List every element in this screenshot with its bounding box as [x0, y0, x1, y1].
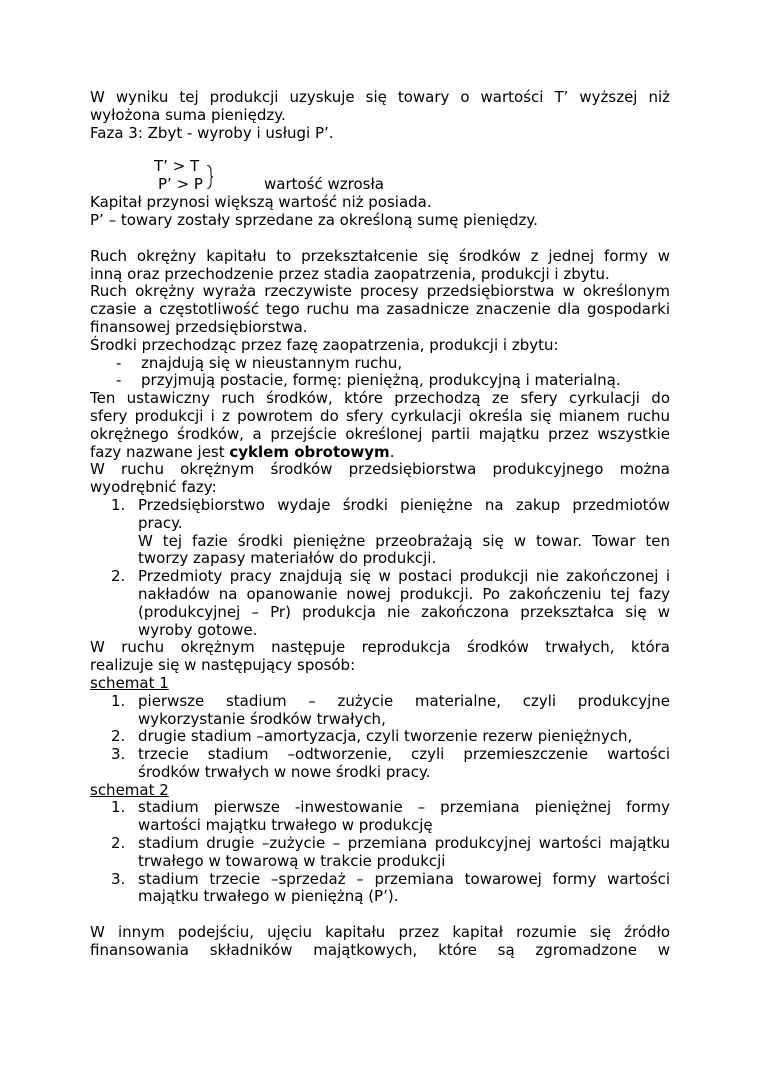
wyraza-line-2: czasie a częstotliwość tego ruchu ma zasadnicze znaczenie dla gospodarki — [90, 300, 670, 319]
list-item-line: W tej fazie środki pieniężne przeobrażają się w towar. Towar ten — [138, 531, 670, 550]
list-number: 2. — [111, 567, 126, 586]
list-item-line: pierwsze stadium – zużycie materialne, czyli produkcyjne — [138, 691, 670, 710]
list-number: 1. — [111, 495, 126, 514]
list-number: 2. — [111, 727, 126, 746]
list-item-line: trwałego w towarową w trakcie produkcji — [138, 851, 446, 870]
list-item — [90, 693, 670, 729]
cykl-line-4-text: fazy nazwane jest — [90, 442, 230, 461]
final-line-1: W innym podejściu, ujęciu kapitału przez kapitał rozumie się źródło — [90, 923, 670, 942]
list-item-line: majątku trwałego w pieniężną (P’). — [138, 887, 399, 906]
phase-3-line: Faza 3: Zbyt - wyroby i usługi P’. — [90, 123, 334, 142]
blank-line — [90, 230, 670, 248]
list-item-line: tworzy zapasy materiałów do produkcji. — [138, 549, 437, 568]
list-item — [90, 497, 670, 568]
reprod-line-2: realizuje się w następujący sposób: — [90, 656, 356, 675]
cykl-line-3: okrężnego środków, a przejście określonej partii majątku przez wszystkie — [90, 424, 670, 443]
list-item-line: stadium trzecie –sprzedaż – przemiana towarowej formy wartości — [138, 869, 670, 888]
document-body — [90, 89, 670, 960]
intro-line-2: wyłożona suma pieniędzy. — [90, 105, 286, 124]
list-item — [90, 728, 670, 746]
cykl-term: cyklem obrotowym — [229, 442, 390, 461]
list-item — [90, 355, 670, 373]
cykl-line-4-end: . — [389, 442, 395, 461]
final-line-2: finansowania składników majątkowych, które są zgromadzone w — [90, 940, 670, 959]
list-item-line: Przedsiębiorstwo wydaje środki pieniężne na zakup przedmiotów — [138, 495, 670, 514]
list-number: 1. — [111, 798, 126, 817]
after-formula-line-2: P’ – towary zostały sprzedane za określoną sumę pieniędzy. — [90, 211, 538, 230]
value-formula — [90, 158, 670, 194]
fazy-line-1: W ruchu okrężnym środków przedsiębiorstwa produkcyjnego można — [90, 460, 670, 479]
cykl-line-2: sfery produkcji i z powrotem do sfery cyrkulacji określa się mianem ruchu — [90, 406, 670, 425]
after-formula-line-1: Kapitał przynosi większą wartość niż posiada. — [90, 193, 432, 212]
list-item-line: pracy. — [138, 513, 183, 532]
list-item — [90, 799, 670, 835]
list-number: 3. — [111, 869, 126, 888]
formula-line-p: P’ > P — [158, 175, 203, 194]
formula-line-t: T’ > T — [154, 157, 200, 176]
ruch-line-1: Ruch okrężny kapitału to przekształcenie się środków z jednej formy w — [90, 246, 670, 265]
list-item — [90, 871, 670, 907]
list-item-line: nakładów na opanowanie nowej produkcji. Po zakończeniu tej fazy — [138, 584, 670, 603]
schemat-1-title: schemat 1 — [90, 673, 169, 692]
fazy-line-2: wyodrębnić fazy: — [90, 478, 217, 497]
ruch-line-2: inną oraz przechodzenie przez stadia zaopatrzenia, produkcji i zbytu. — [90, 264, 610, 283]
dash-bullet: - — [116, 371, 122, 390]
cykl-line-1: Ten ustawiczny ruch środków, które przechodzą ze sfery cyrkulacji do — [90, 389, 670, 408]
cykl-line-4 — [90, 444, 670, 462]
list-item-line: wyroby gotowe. — [138, 620, 258, 639]
list-item-line: wykorzystanie środków trwałych, — [138, 709, 386, 728]
schemat-1-list — [90, 693, 670, 782]
dash-bullet: - — [116, 353, 122, 372]
srodki-line: Środki przechodząc przez fazę zaopatrzenia, produkcji i zbytu: — [90, 335, 559, 354]
list-item-line: stadium pierwsze -inwestowanie – przemiana pieniężnej formy — [138, 798, 670, 817]
wyraza-line-1: Ruch okrężny wyraża rzeczywiste procesy przedsiębiorstwa w określonym — [90, 282, 670, 301]
list-item — [90, 372, 670, 390]
list-item-line: trzecie stadium –odtworzenie, czyli przemieszczenie wartości — [138, 745, 670, 764]
list-item-line: Przedmioty pracy znajdują się w postaci produkcji nie zakończonej i — [138, 567, 670, 586]
list-item-line: drugie stadium –amortyzacja, czyli tworzenie rezerw pieniężnych, — [138, 727, 633, 746]
reprod-line-1: W ruchu okrężnym następuje reprodukcja środków trwałych, która — [90, 638, 670, 657]
list-item-line: (produkcyjnej – Pr) produkcja nie zakończona przekształca się w — [138, 602, 670, 621]
blank-line — [90, 906, 670, 924]
list-item — [90, 568, 670, 639]
dash-list — [90, 355, 670, 391]
list-number: 2. — [111, 834, 126, 853]
fazy-list — [90, 497, 670, 639]
list-number: 3. — [111, 745, 126, 764]
formula-note: wartość wzrosła — [264, 175, 384, 194]
list-item-text: przyjmują postacie, formę: pieniężną, produkcyjną i materialną. — [141, 371, 621, 390]
list-item — [90, 835, 670, 871]
list-number: 1. — [111, 691, 126, 710]
intro-line-1: W wyniku tej produkcji uzyskuje się towary o wartości T’ wyższej niż — [90, 88, 670, 106]
list-item-line: środków trwałych w nowe środki pracy. — [138, 762, 431, 781]
schemat-2-title: schemat 2 — [90, 780, 169, 799]
wyraza-line-3: finansowej przedsiębiorstwa. — [90, 317, 308, 336]
list-item-text: znajdują się w nieustannym ruchu, — [141, 353, 403, 372]
list-item-line: wartości majątku trwałego w produkcję — [138, 816, 433, 835]
brace-icon — [206, 165, 214, 189]
list-item-line: stadium drugie –zużycie – przemiana produkcyjnej wartości majątku — [138, 834, 670, 853]
schemat-2-list — [90, 799, 670, 906]
list-item — [90, 746, 670, 782]
